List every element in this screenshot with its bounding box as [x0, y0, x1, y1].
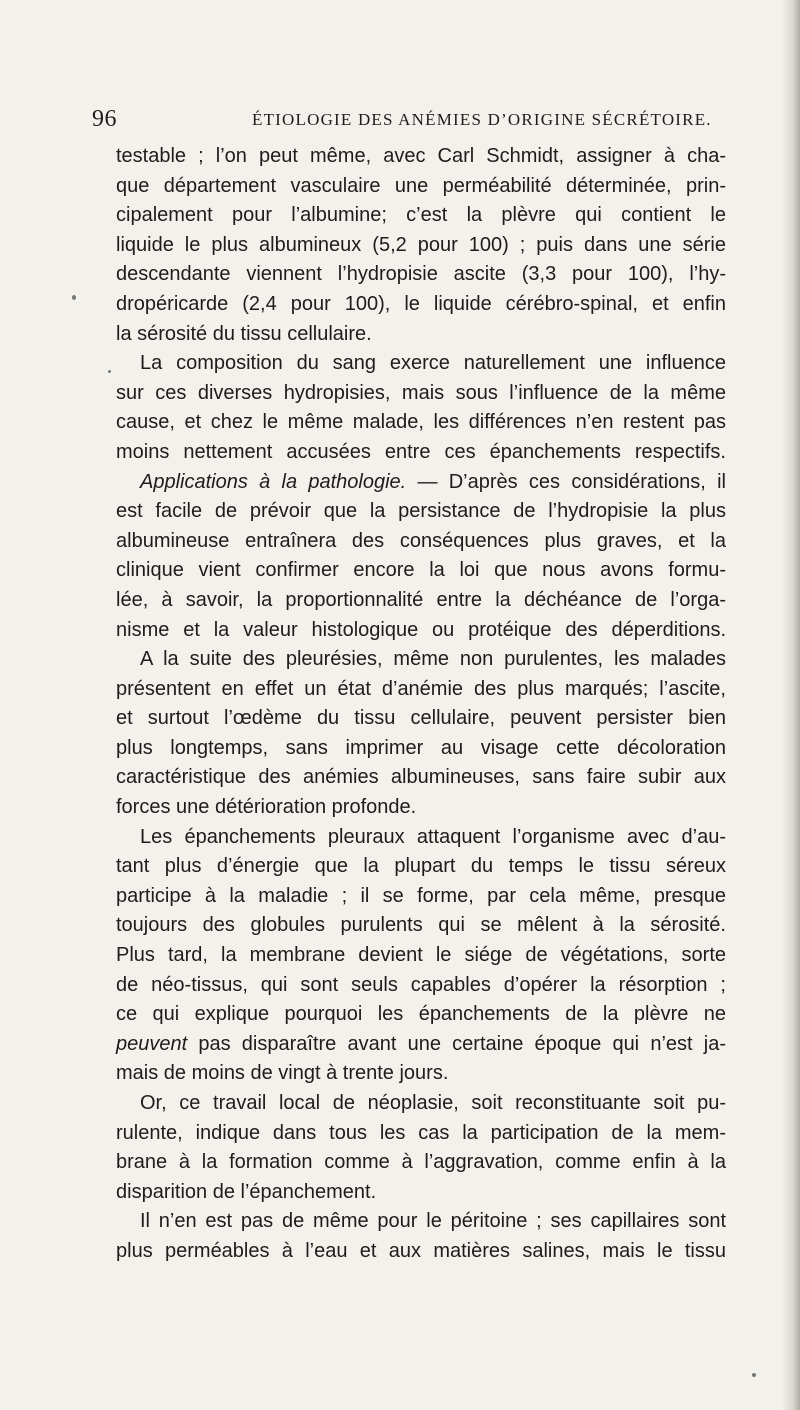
text-line: toujours des globules purulents qui se mêlent à la sérosité. [116, 914, 726, 937]
italic-word: peuvent [116, 1032, 188, 1055]
text-fragment: — D’après ces considérations, il [406, 470, 726, 493]
body-text [116, 142, 726, 1267]
text-line: disparition de l’épanchement. [116, 1180, 377, 1203]
text-line: brane à la formation comme à l’aggravation, comme enfin à la [116, 1151, 726, 1174]
text-line: sur ces diverses hydropisies, mais sous l’influence de la même [116, 381, 726, 404]
text-line: nisme et la valeur histologique ou protéique des déperditions. [116, 618, 726, 641]
text-line: Il n’en est pas de même pour le péritoine ; ses capillaires sont [140, 1210, 726, 1233]
text-line: Or, ce travail local de néoplasie, soit reconstituante soit pu- [140, 1092, 726, 1114]
text-line [116, 468, 726, 498]
page-number: 96 [92, 106, 117, 132]
text-line: Les épanchements pleuraux attaquent l’organisme avec d’au- [140, 825, 726, 848]
page-edge-shadow [782, 0, 800, 1410]
text-line: albumineuse entraînera des conséquences plus graves, et la [116, 529, 726, 552]
text-line: clinique vient confirmer encore la loi que nous avons formu- [116, 559, 726, 582]
paper-speck [72, 295, 76, 300]
text-line: présentent en effet un état d’anémie des plus marqués; l’ascite, [116, 677, 726, 700]
text-line: que département vasculaire une perméabilité déterminée, prin- [116, 174, 726, 197]
text-line: rulente, indique dans tous les cas la participation de la mem- [116, 1121, 726, 1144]
text-line: de néo-tissus, qui sont seuls capables d’opérer la résorption ; [116, 973, 726, 996]
text-line: plus perméables à l’eau et aux matières salines, mais le tissu [116, 1239, 726, 1262]
text-line: plus longtemps, sans imprimer au visage cette décoloration [116, 736, 726, 759]
section-heading: Applications à la pathologie. [140, 470, 407, 493]
text-line: A la suite des pleurésies, même non purulentes, les malades [140, 648, 726, 671]
text-line: participe à la maladie ; il se forme, par cela même, presque [116, 884, 726, 907]
text-line: lée, à savoir, la proportionnalité entre la déchéance de l’orga- [116, 588, 726, 611]
text-line: testable ; l’on peut même, avec Carl Schmidt, assigner à cha- [116, 145, 726, 167]
text-line: ce qui explique pourquoi les épanchements de la plèvre ne [116, 1003, 726, 1026]
text-fragment: pas disparaître avant une certaine époque qui n’est ja- [187, 1032, 726, 1055]
header-title: ÉTIOLOGIE DES ANÉMIES D’ORIGINE SÉCRÉTOIRE. [252, 110, 712, 129]
text-line: descendante viennent l’hydropisie ascite (3,3 pour 100), l’hy- [116, 263, 726, 286]
text-line: cause, et chez le même malade, les différences n’en restent pas [116, 411, 726, 434]
text-line: mais de moins de vingt à trente jours. [116, 1062, 449, 1085]
text-line: et surtout l’œdème du tissu cellulaire, peuvent persister bien [116, 707, 726, 730]
text-line: cipalement pour l’albumine; c’est la plèvre qui contient le [116, 204, 726, 227]
text-line: moins nettement accusées entre ces épanchements respectifs. [116, 440, 726, 463]
text-line: tant plus d’énergie que la plupart du temps le tissu séreux [116, 855, 726, 878]
running-head [92, 106, 732, 138]
text-line: La composition du sang exerce naturellement une influence [140, 352, 726, 375]
text-line: liquide le plus albumineux (5,2 pour 100) ; puis dans une série [116, 233, 726, 256]
text-line: forces une détérioration profonde. [116, 796, 417, 819]
text-line: la sérosité du tissu cellulaire. [116, 322, 372, 345]
paper-speck [752, 1373, 756, 1377]
text-line [116, 1030, 726, 1060]
text-line: dropéricarde (2,4 pour 100), le liquide cérébro-spinal, et enfin [116, 292, 726, 315]
text-line: est facile de prévoir que la persistance de l’hydropisie la plus [116, 500, 726, 523]
paper-speck [108, 370, 111, 373]
text-line: caractéristique des anémies albumineuses, sans faire subir aux [116, 766, 726, 789]
text-line: Plus tard, la membrane devient le siége de végétations, sorte [116, 944, 726, 967]
